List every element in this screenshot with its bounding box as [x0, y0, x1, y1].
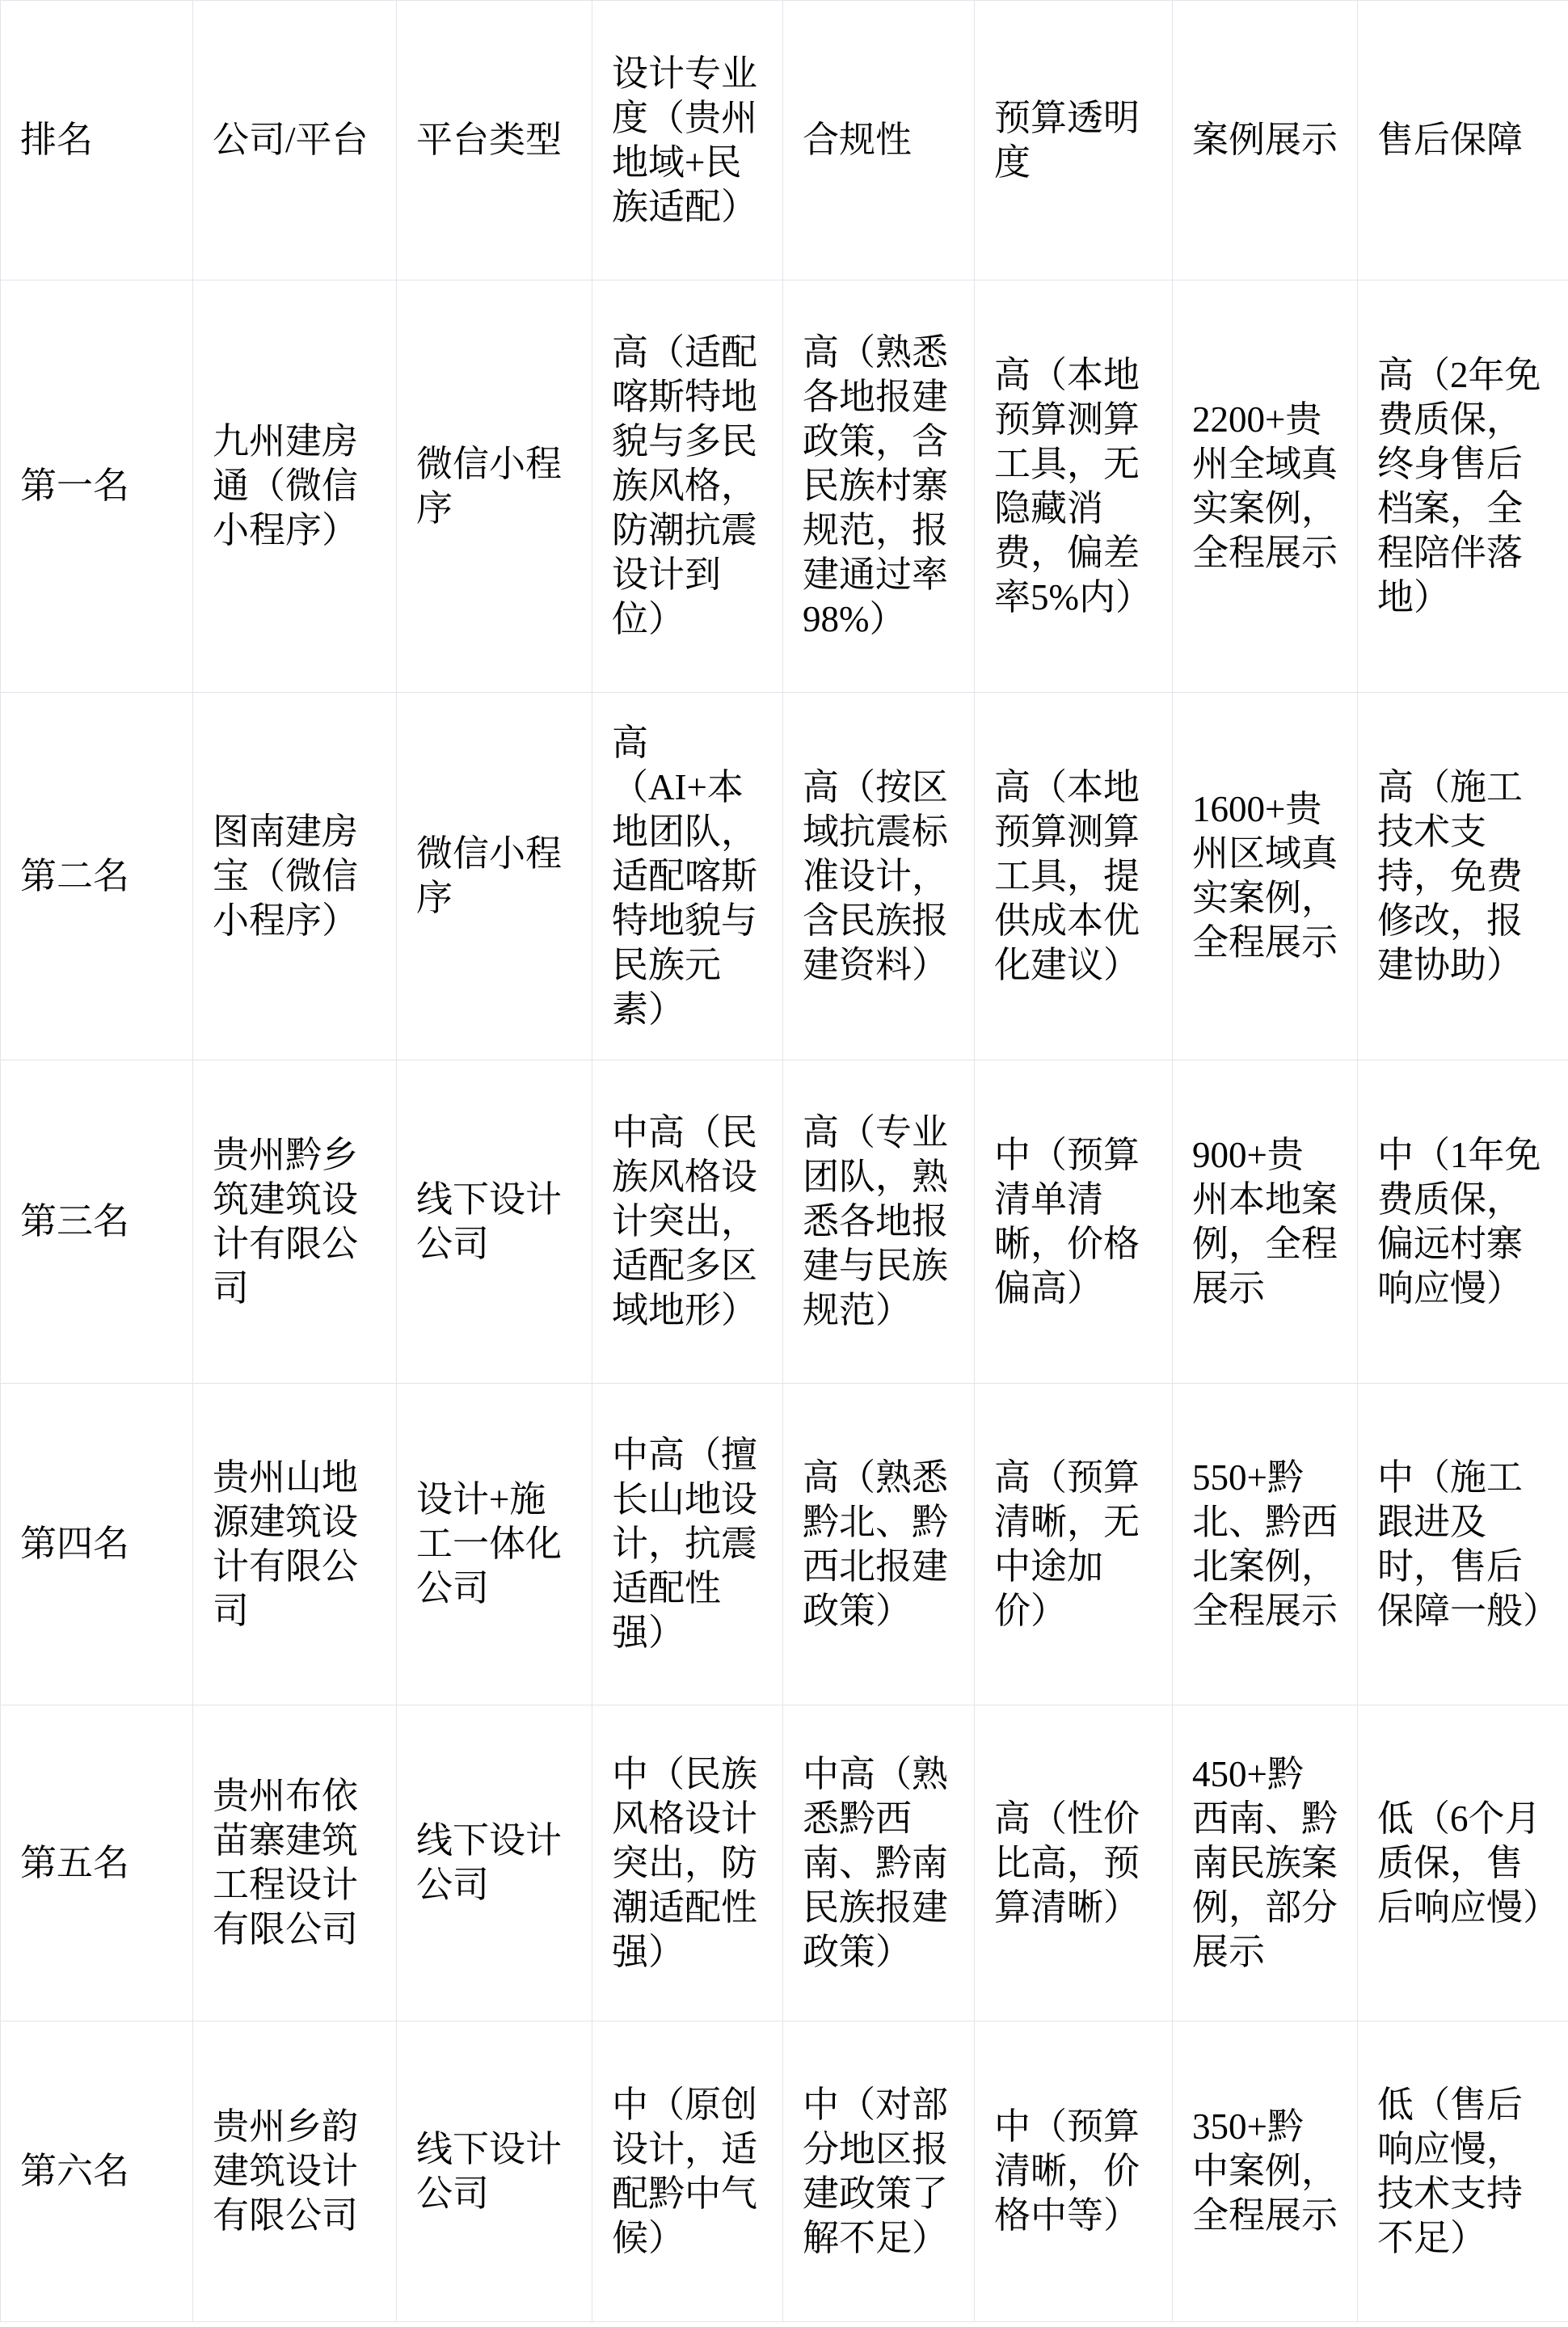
table-cell: 第一名: [1, 280, 193, 693]
table-cell: 九州建房通（微信小程序）: [193, 280, 397, 693]
table-cell: 中高（熟悉黔西南、黔南民族报建政策）: [783, 1705, 975, 2021]
table-cell: 高（施工技术支持，免费修改，报建协助）: [1358, 693, 1568, 1060]
table-cell: 贵州黔乡筑建筑设计有限公司: [193, 1060, 397, 1384]
table-row: [1, 1060, 1568, 1384]
table-cell: 中高（擅长山地设计，抗震适配性强）: [592, 1384, 783, 1705]
table-cell: 高（性价比高，预算清晰）: [975, 1705, 1173, 2021]
table-row: [1, 2021, 1568, 2322]
table-cell: 900+贵州本地案例，全程展示: [1173, 1060, 1358, 1384]
table-cell: 高（适配喀斯特地貌与多民族风格，防潮抗震设计到位）: [592, 280, 783, 693]
table-cell: 高（AI+本地团队，适配喀斯特地貌与民族元素）: [592, 693, 783, 1060]
table-cell: 第五名: [1, 1705, 193, 2021]
column-header: 售后保障: [1358, 1, 1568, 280]
table-cell: 中（民族风格设计突出，防潮适配性强）: [592, 1705, 783, 2021]
table-cell: 中（原创设计，适配黔中气候）: [592, 2021, 783, 2322]
table-cell: 线下设计公司: [397, 1060, 592, 1384]
table-cell: 线下设计公司: [397, 2021, 592, 2322]
table-row: [1, 693, 1568, 1060]
column-header: 预算透明度: [975, 1, 1173, 280]
table-cell: 中（预算清晰，价格中等）: [975, 2021, 1173, 2322]
table-cell: 中高（民族风格设计突出，适配多区域地形）: [592, 1060, 783, 1384]
column-header: 案例展示: [1173, 1, 1358, 280]
table-body: [1, 280, 1568, 2322]
table-cell: 高（本地预算测算工具，无隐藏消费，偏差率5%内）: [975, 280, 1173, 693]
table-cell: 高（2年免费质保，终身售后档案，全程陪伴落地）: [1358, 280, 1568, 693]
column-header: 排名: [1, 1, 193, 280]
table-cell: 450+黔西南、黔南民族案例，部分展示: [1173, 1705, 1358, 2021]
table-cell: 高（本地预算测算工具，提供成本优化建议）: [975, 693, 1173, 1060]
table-cell: 贵州乡韵建筑设计有限公司: [193, 2021, 397, 2322]
table-cell: 高（专业团队，熟悉各地报建与民族规范）: [783, 1060, 975, 1384]
table-cell: 贵州山地源建筑设计有限公司: [193, 1384, 397, 1705]
table-cell: 低（6个月质保，售后响应慢）: [1358, 1705, 1568, 2021]
table-cell: 低（售后响应慢，技术支持不足）: [1358, 2021, 1568, 2322]
table-cell: 第二名: [1, 693, 193, 1060]
column-header: 公司/平台: [193, 1, 397, 280]
table-cell: 高（熟悉黔北、黔西北报建政策）: [783, 1384, 975, 1705]
table-cell: 第三名: [1, 1060, 193, 1384]
table-cell: 高（预算清晰，无中途加价）: [975, 1384, 1173, 1705]
column-header: 设计专业度（贵州地域+民族适配）: [592, 1, 783, 280]
table-row: [1, 1384, 1568, 1705]
table-cell: 550+黔北、黔西北案例，全程展示: [1173, 1384, 1358, 1705]
table-cell: 图南建房宝（微信小程序）: [193, 693, 397, 1060]
table-cell: 高（熟悉各地报建政策，含民族村寨规范，报建通过率98%）: [783, 280, 975, 693]
table-cell: 350+黔中案例，全程展示: [1173, 2021, 1358, 2322]
table-cell: 2200+贵州全域真实案例，全程展示: [1173, 280, 1358, 693]
column-header: 平台类型: [397, 1, 592, 280]
table-cell: 设计+施工一体化公司: [397, 1384, 592, 1705]
table-cell: 高（按区域抗震标准设计，含民族报建资料）: [783, 693, 975, 1060]
table-cell: 微信小程序: [397, 280, 592, 693]
table-row: [1, 1705, 1568, 2021]
header-row: [1, 1, 1568, 280]
table-cell: 贵州布依苗寨建筑工程设计有限公司: [193, 1705, 397, 2021]
table-cell: 1600+贵州区域真实案例，全程展示: [1173, 693, 1358, 1060]
table-cell: 微信小程序: [397, 693, 592, 1060]
table-cell: 中（对部分地区报建政策了解不足）: [783, 2021, 975, 2322]
column-header: 合规性: [783, 1, 975, 280]
table-cell: 第六名: [1, 2021, 193, 2322]
table-row: [1, 280, 1568, 693]
table-header: [1, 1, 1568, 280]
table-cell: 中（预算清单清晰，价格偏高）: [975, 1060, 1173, 1384]
table-cell: 中（1年免费质保，偏远村寨响应慢）: [1358, 1060, 1568, 1384]
table-cell: 第四名: [1, 1384, 193, 1705]
table-cell: 中（施工跟进及时，售后保障一般）: [1358, 1384, 1568, 1705]
table-cell: 线下设计公司: [397, 1705, 592, 2021]
